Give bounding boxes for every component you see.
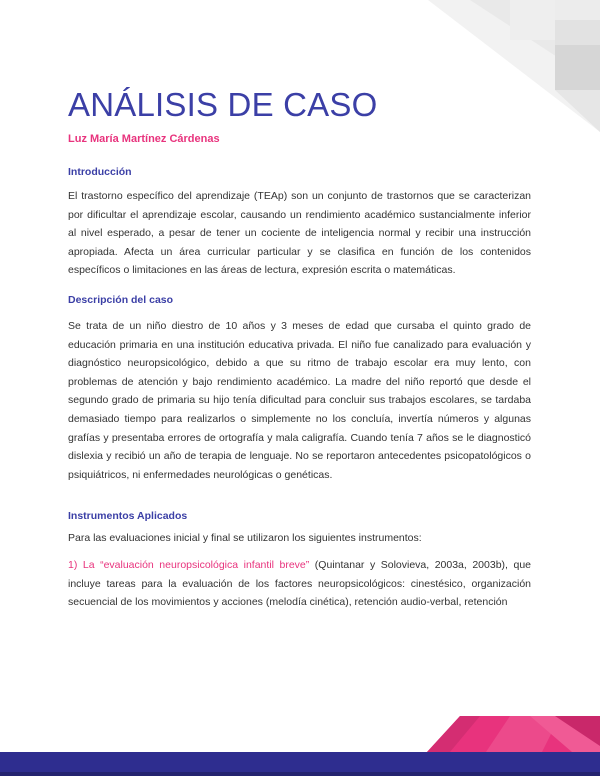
author-name: Luz María Martínez Cárdenas: [68, 133, 220, 145]
page-title: ANÁLISIS DE CASO: [68, 86, 378, 123]
heading-descripcion-caso: Descripción del caso: [68, 294, 174, 306]
instruments-intro: Para las evaluaciones inicial y final se utilizaron los siguientes instrumentos:: [68, 532, 422, 544]
heading-instrumentos: Instrumentos Aplicados: [68, 510, 188, 522]
heading-introduccion: Introducción: [68, 166, 132, 178]
instrument-item-1-text: (Quintanar y Solovieva, 2003a, 2003b), que incluye tareas para la evaluación de los factores neuropsicológicos: cinestésico, organización secuencial de los movimientos y acciones (melodía cinética), retención audio-verbal, retención: [68, 559, 531, 609]
bottom-decoration: [0, 636, 600, 776]
instrument-item-1: [68, 556, 531, 612]
case-paragraph: Se trata de un niño diestro de 10 años y 3 meses de edad que cursaba el quinto grado de educación primaria en una institución educativa privada. El niño fue canalizado para evaluación y diagnóstico neuropsicológico, debido a que su ritmo de trabajo escolar era muy lento, con problemas de atención y bajo rendimiento académico. La madre del niño reportó que desde el segundo grado de primaria su hijo tenía dificultad para concluir sus trabajos escolares, se tardaba demasiado tiempo para realizarlos o simplemente no los concluía, invertía números y algunas grafías y presentaba errores de ortografía y mala caligrafía. Cuando tenía 7 años se le diagnosticó dislexia y recibió un año de terapia de lenguaje. No se reportaron antecedentes psicopatológicos o psiquiátricos, ni enfermedades neurológicas o genéticas.: [68, 320, 531, 481]
instrument-item-1-label: 1) La “evaluación neuropsicológica infantil breve”: [68, 559, 310, 571]
intro-paragraph: El trastorno específico del aprendizaje (TEAp) son un conjunto de trastornos que se caracterizan por dificultar el aprendizaje escolar, causando un rendimiento académico sustancialmente inferior al nivel esperado, a pesar de tener un cociente de inteligencia normal y recibir una instrucción apropiada. Afecta un área curricular particular y se clasifica en función de los contenidos específicos o limitaciones en las áreas de lectura, expresión escrita o matemáticas.: [68, 190, 531, 277]
